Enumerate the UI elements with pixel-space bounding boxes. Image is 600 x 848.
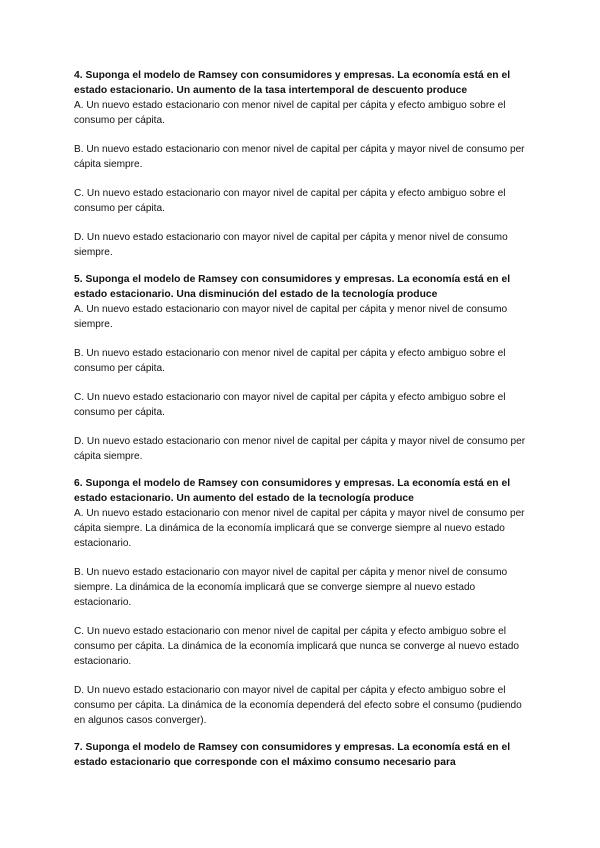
option-c: C. Un nuevo estado estacionario con mayor nivel de capital per cápita y efecto ambiguo sobre el consumo per cápita. [74,392,506,418]
question-title: 4. Suponga el modelo de Ramsey con consumidores y empresas. La economía está en el estado estacionario. Un aumento de la tasa intertemporal de descuento produce [74,70,511,96]
option-c: C. Un nuevo estado estacionario con menor nivel de capital per cápita y efecto ambiguo sobre el consumo per cápita. La dinámica de la economía implicará que nunca se converge al nuevo estado estacionario. [74,626,519,667]
option-a: A. Un nuevo estado estacionario con mayor nivel de capital per cápita y menor nivel de consumo siempre. [74,304,508,330]
option-a: A. Un nuevo estado estacionario con menor nivel de capital per cápita y efecto ambiguo sobre el consumo per cápita. [74,100,506,126]
question-7 [74,740,534,770]
option-d: D. Un nuevo estado estacionario con mayor nivel de capital per cápita y efecto ambiguo sobre el consumo per cápita. La dinámica de la economía dependerá del efecto sobre el consumo (pudiendo en algunos casos converger). [74,685,522,726]
option-d: D. Un nuevo estado estacionario con mayor nivel de capital per cápita y menor nivel de consumo siempre. [74,232,508,258]
option-b: B. Un nuevo estado estacionario con menor nivel de capital per cápita y efecto ambiguo sobre el consumo per cápita. [74,348,506,374]
question-title: 5. Suponga el modelo de Ramsey con consumidores y empresas. La economía está en el estado estacionario. Una disminución del estado de la tecnología produce [74,274,511,300]
document-page [74,68,534,780]
option-c: C. Un nuevo estado estacionario con mayor nivel de capital per cápita y efecto ambiguo sobre el consumo per cápita. [74,188,506,214]
question-title: 7. Suponga el modelo de Ramsey con consumidores y empresas. La economía está en el estado estacionario que corresponde con el máximo consumo necesario para [74,742,511,768]
question-6 [74,476,534,728]
question-4 [74,68,534,260]
question-title: 6. Suponga el modelo de Ramsey con consumidores y empresas. La economía está en el estado estacionario. Un aumento del estado de la tecnología produce [74,478,511,504]
option-b: B. Un nuevo estado estacionario con menor nivel de capital per cápita y mayor nivel de consumo per cápita siempre. [74,144,525,170]
option-b: B. Un nuevo estado estacionario con mayor nivel de capital per cápita y menor nivel de consumo siempre. La dinámica de la economía implicará que se converge siempre al nuevo estado estacionario. [74,567,508,608]
option-a: A. Un nuevo estado estacionario con menor nivel de capital per cápita y mayor nivel de consumo per cápita siempre. La dinámica de la economía implicará que se converge siempre al nuevo estado estacionario. [74,508,525,549]
option-d: D. Un nuevo estado estacionario con menor nivel de capital per cápita y mayor nivel de consumo per cápita siempre. [74,436,526,462]
question-5 [74,272,534,464]
